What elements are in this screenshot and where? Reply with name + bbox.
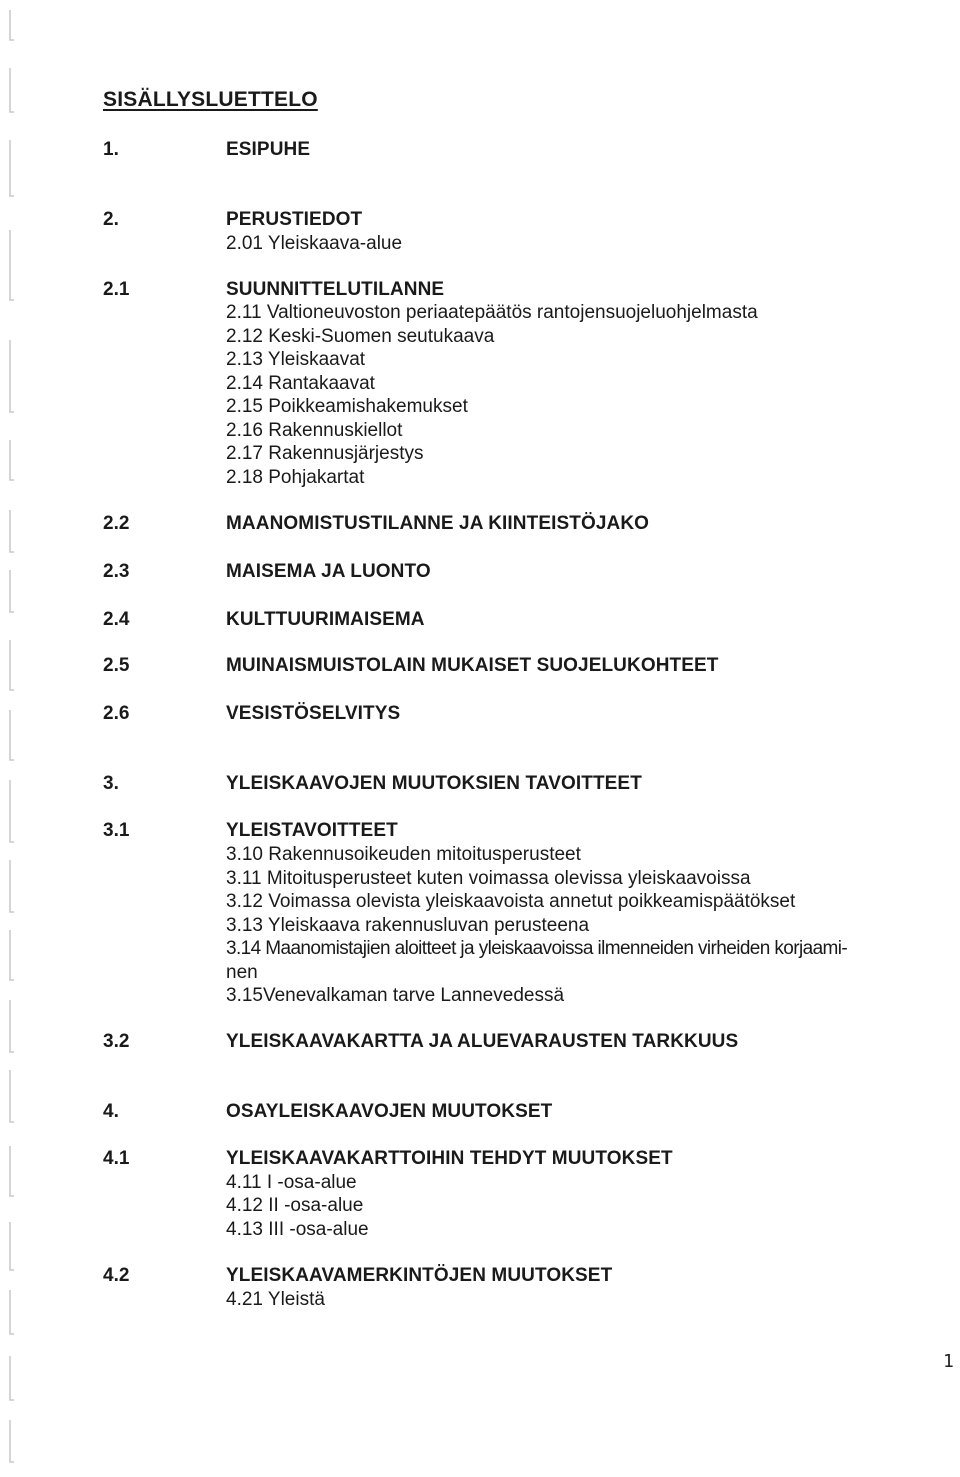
toc-subitem: 2.13 Yleiskaavat bbox=[226, 349, 366, 370]
toc-subitem: 4.13 III -osa-alue bbox=[226, 1219, 369, 1240]
page-number: 1 bbox=[943, 1351, 954, 1372]
binder-edge-marks bbox=[0, 0, 24, 1477]
toc-subitem: 4.11 I -osa-alue bbox=[226, 1172, 357, 1193]
section-heading: MUINAISMUISTOLAIN MUKAISET SUOJELUKOHTEET bbox=[226, 655, 719, 676]
section-number: 2.2 bbox=[103, 513, 130, 534]
section-number: 2.6 bbox=[103, 703, 130, 724]
section-number: 2. bbox=[103, 209, 119, 230]
toc-subitem: 4.12 II -osa-alue bbox=[226, 1195, 364, 1216]
section-number: 2.1 bbox=[103, 279, 130, 300]
section-number: 3.2 bbox=[103, 1031, 130, 1052]
section-number: 3. bbox=[103, 773, 119, 794]
section-number: 1. bbox=[103, 139, 119, 160]
toc-subitem: 2.15 Poikkeamishakemukset bbox=[226, 396, 468, 417]
section-heading: YLEISKAAVAKARTTA JA ALUEVARAUSTEN TARKKUUS bbox=[226, 1031, 739, 1052]
toc-subitem: 2.01 Yleiskaava-alue bbox=[226, 233, 403, 254]
toc-subitem: nen bbox=[226, 962, 258, 983]
section-heading: PERUSTIEDOT bbox=[226, 209, 363, 230]
section-heading: MAANOMISTUSTILANNE JA KIINTEISTÖJAKO bbox=[226, 513, 650, 534]
toc-subitem: 2.11 Valtioneuvoston periaatepäätös rantojensuojeluohjelmasta bbox=[226, 302, 758, 323]
section-heading: OSAYLEISKAAVOJEN MUUTOKSET bbox=[226, 1101, 553, 1122]
section-heading: YLEISKAAVAKARTTOIHIN TEHDYT MUUTOKSET bbox=[226, 1148, 673, 1169]
toc-subitem: 3.13 Yleiskaava rakennusluvan perusteena bbox=[226, 915, 590, 936]
toc-title: SISÄLLYSLUETTELO bbox=[103, 88, 318, 111]
section-heading: SUUNNITTELUTILANNE bbox=[226, 279, 445, 300]
toc-subitem: 2.12 Keski-Suomen seutukaava bbox=[226, 326, 495, 347]
toc-subitem: 2.16 Rakennuskiellot bbox=[226, 420, 403, 441]
section-heading: YLEISKAAVOJEN MUUTOKSIEN TAVOITTEET bbox=[226, 773, 642, 794]
section-number: 2.3 bbox=[103, 561, 130, 582]
section-heading: MAISEMA JA LUONTO bbox=[226, 561, 431, 582]
toc-subitem: 4.21 Yleistä bbox=[226, 1289, 325, 1310]
toc-subitem: 2.14 Rantakaavat bbox=[226, 373, 375, 394]
toc-subitem: 3.14 Maanomistajien aloitteet ja yleiskaavoissa ilmenneiden virheiden korjaami- bbox=[226, 938, 848, 959]
section-number: 4.1 bbox=[103, 1148, 130, 1169]
section-number: 2.4 bbox=[103, 609, 130, 630]
toc-subitem: 3.15Venevalkaman tarve Lannevedessä bbox=[226, 985, 565, 1006]
section-heading: KULTTUURIMAISEMA bbox=[226, 609, 425, 630]
toc-subitem: 3.11 Mitoitusperusteet kuten voimassa olevissa yleiskaavoissa bbox=[226, 868, 751, 889]
section-heading: ESIPUHE bbox=[226, 139, 311, 160]
section-heading: YLEISKAAVAMERKINTÖJEN MUUTOKSET bbox=[226, 1265, 613, 1286]
toc-subitem: 3.12 Voimassa olevista yleiskaavoista annetut poikkeamispäätökset bbox=[226, 891, 796, 912]
section-heading: YLEISTAVOITTEET bbox=[226, 820, 398, 841]
toc-subitem: 3.10 Rakennusoikeuden mitoitusperusteet bbox=[226, 844, 581, 865]
section-number: 4. bbox=[103, 1101, 119, 1122]
toc-subitem: 2.17 Rakennusjärjestys bbox=[226, 443, 424, 464]
toc-subitem: 2.18 Pohjakartat bbox=[226, 467, 365, 488]
section-number: 3.1 bbox=[103, 820, 130, 841]
section-heading: VESISTÖSELVITYS bbox=[226, 703, 401, 724]
section-number: 4.2 bbox=[103, 1265, 130, 1286]
section-number: 2.5 bbox=[103, 655, 130, 676]
